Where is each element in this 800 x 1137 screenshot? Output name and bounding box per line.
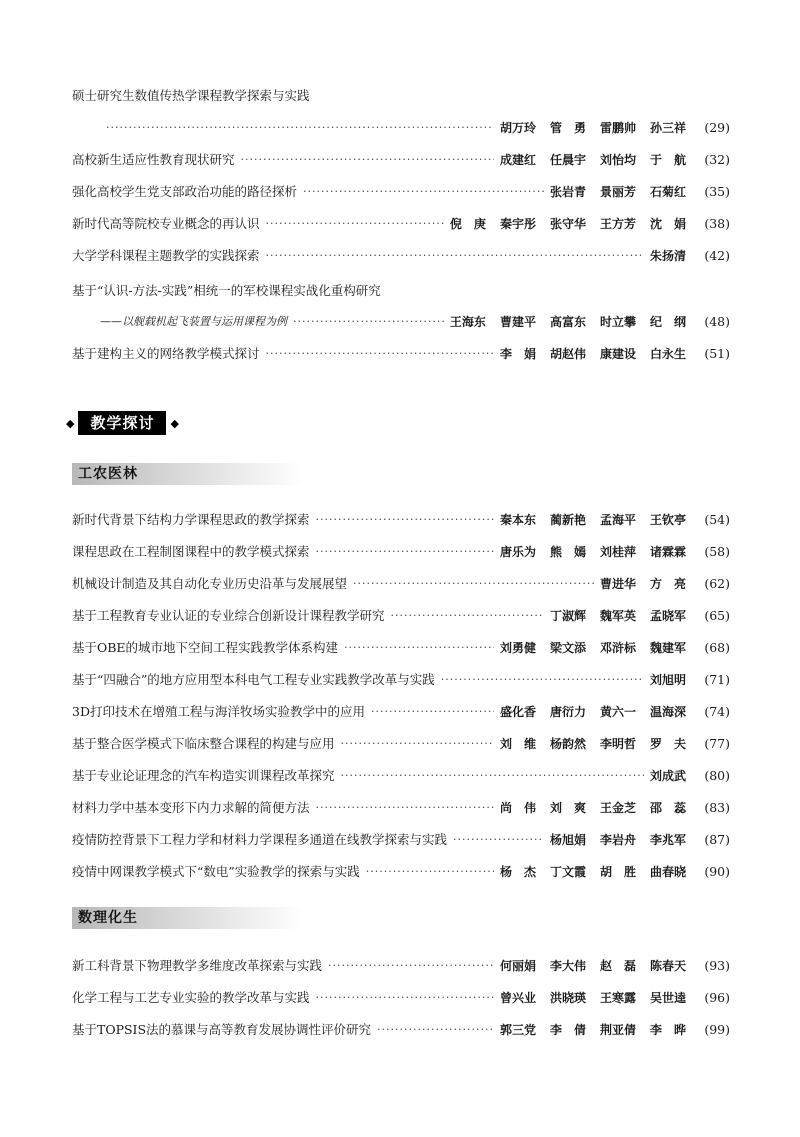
toc-title: 基于TOPSIS法的慕课与高等教育发展协调性评价研究 [72, 1022, 372, 1037]
leader-dots [391, 605, 544, 627]
author-name: 邓浒标 [599, 641, 636, 655]
author-name: 尚 伟 [499, 801, 536, 815]
toc-page-number: (65) [704, 608, 730, 623]
author-name: 吴世逵 [649, 991, 686, 1005]
toc-entry[interactable] [100, 311, 730, 333]
leader-dots [241, 149, 494, 171]
author-name: 秦宇彤 [499, 217, 536, 231]
author-name: 曹建平 [499, 315, 536, 329]
author-name: 刘 维 [499, 737, 536, 751]
author-name: 管 勇 [549, 121, 586, 135]
author-name: 王寒露 [599, 991, 636, 1005]
leader-dots [266, 343, 494, 365]
toc-page-number: (32) [704, 152, 730, 167]
toc-authors [650, 669, 686, 691]
leader-dots [266, 213, 444, 235]
leader-dots [453, 829, 544, 851]
toc-page-number: (77) [704, 736, 730, 751]
toc-title: 基于专业论证理念的汽车构造实训课程改革探究 [72, 768, 335, 783]
toc-entry[interactable] [72, 1019, 730, 1041]
toc-page-number: (99) [704, 1022, 730, 1037]
author-name: 杨 杰 [499, 865, 536, 879]
author-name: 成建红 [499, 153, 536, 167]
author-name: 陈春天 [649, 959, 686, 973]
author-name: 李明哲 [599, 737, 636, 751]
toc-page-number: (54) [704, 512, 730, 527]
author-name: 刘勇健 [499, 641, 536, 655]
leader-dots [266, 245, 644, 267]
toc-authors [500, 149, 686, 171]
leader-dots [106, 117, 494, 139]
author-name: 白永生 [649, 347, 686, 361]
toc-authors [450, 311, 686, 333]
toc-authors [550, 181, 686, 203]
author-name: 朱扬清 [649, 249, 686, 263]
toc-title: 机械设计制造及其自动化专业历史沿革与发展展望 [72, 576, 348, 591]
toc-page-number: (83) [704, 800, 730, 815]
author-name: 曾兴业 [499, 991, 536, 1005]
author-name: 罗 夫 [649, 737, 686, 751]
leader-dots [316, 541, 494, 563]
toc-title: 新时代背景下结构力学课程思政的教学探索 [72, 512, 310, 527]
category-header: 数理化生 [72, 907, 303, 929]
author-name: 任晨宇 [549, 153, 586, 167]
toc-entry[interactable] [72, 797, 730, 819]
toc-title: 高校新生适应性教育现状研究 [72, 152, 235, 167]
author-name: 魏建军 [649, 641, 686, 655]
toc-authors [650, 765, 686, 787]
author-name: 王海东 [449, 315, 486, 329]
toc-entry[interactable] [100, 117, 730, 139]
toc-page-number: (80) [704, 768, 730, 783]
leader-dots [341, 765, 644, 787]
toc-page-number: (87) [704, 832, 730, 847]
toc-entry[interactable] [72, 829, 730, 851]
toc-page-number: (74) [704, 704, 730, 719]
author-name: 王金芝 [599, 801, 636, 815]
author-name: 唐乐为 [499, 545, 536, 559]
toc-entry[interactable] [72, 733, 730, 755]
toc-authors [550, 605, 686, 627]
toc-title: 新时代高等院校专业概念的再认识 [72, 216, 260, 231]
author-name: 时立攀 [599, 315, 636, 329]
toc-entry[interactable] [72, 509, 730, 531]
toc-authors [500, 541, 686, 563]
toc-authors [500, 797, 686, 819]
author-name: 魏军英 [599, 609, 636, 623]
toc-authors [500, 1019, 686, 1041]
leader-dots [353, 573, 594, 595]
toc-entry[interactable] [72, 701, 730, 723]
toc-authors [450, 213, 686, 235]
toc-authors [500, 117, 686, 139]
author-name: 李 倩 [549, 1023, 586, 1037]
author-name: 康建设 [599, 347, 636, 361]
toc-title: 疫情中网课教学模式下“数电”实验教学的探索与实践 [72, 864, 360, 879]
leader-dots [328, 955, 494, 977]
author-name: 李大伟 [549, 959, 586, 973]
author-name: 胡万玲 [499, 121, 536, 135]
author-name: 李 娟 [499, 347, 536, 361]
toc-page-number: (96) [704, 990, 730, 1005]
author-name: 孟海平 [599, 513, 636, 527]
toc-page-number: (93) [704, 958, 730, 973]
toc-title: 新工科背景下物理教学多维度改革探索与实践 [72, 958, 323, 973]
leader-dots [371, 701, 494, 723]
toc-title: 材料力学中基本变形下内力求解的简便方法 [72, 800, 310, 815]
toc-title: 课程思政在工程制图课程中的教学模式探索 [72, 544, 310, 559]
author-name: 杨旭娟 [549, 833, 586, 847]
leader-dots [341, 733, 494, 755]
author-name: 王钦亭 [649, 513, 686, 527]
author-name: 杨韵然 [549, 737, 586, 751]
toc-authors [550, 829, 686, 851]
author-name: 诸霖霖 [649, 545, 686, 559]
author-name: 丁文霞 [549, 865, 586, 879]
toc-entry[interactable] [72, 213, 730, 235]
author-name: 蔺新艳 [549, 513, 586, 527]
author-name: 于 航 [649, 153, 686, 167]
toc-title-line: 硕士研究生数值传热学课程教学探索与实践 [72, 88, 310, 103]
author-name: 刘成武 [649, 769, 686, 783]
author-name: 何丽娟 [499, 959, 536, 973]
toc-authors [500, 955, 686, 977]
author-name: 胡赵伟 [549, 347, 586, 361]
toc-entry[interactable] [72, 955, 730, 977]
author-name: 黄六一 [599, 705, 636, 719]
author-name: 曲春晓 [649, 865, 686, 879]
toc-page-number: (48) [704, 314, 730, 329]
toc-page-number: (29) [704, 120, 730, 135]
author-name: 孙三祥 [649, 121, 686, 135]
author-name: 赵 磊 [599, 959, 636, 973]
author-name: 唐衍力 [549, 705, 586, 719]
toc-authors [650, 245, 686, 267]
author-name: 石菊红 [649, 185, 686, 199]
author-name: 雷鹏帅 [599, 121, 636, 135]
toc-page-number: (42) [704, 248, 730, 263]
author-name: 沈 娟 [649, 217, 686, 231]
toc-entry[interactable] [72, 181, 730, 203]
author-name: 张守华 [549, 217, 586, 231]
author-name: 纪 纲 [649, 315, 686, 329]
toc-title: 强化高校学生党支部政治功能的路径探析 [72, 184, 298, 199]
toc-entry[interactable] [72, 987, 730, 1009]
toc-authors [600, 573, 686, 595]
leader-dots [293, 311, 444, 333]
toc-page-number: (38) [704, 216, 730, 231]
author-name: 丁淑辉 [549, 609, 586, 623]
author-name: 景丽芳 [599, 185, 636, 199]
author-name: 李 晔 [649, 1023, 686, 1037]
author-name: 刘 爽 [549, 801, 586, 815]
author-name: 刘桂萍 [599, 545, 636, 559]
toc-page-number: (62) [704, 576, 730, 591]
author-name: 刘怡均 [599, 153, 636, 167]
diamond-icon: ◆ [66, 416, 75, 430]
author-name: 荆亚倩 [599, 1023, 636, 1037]
toc-authors [500, 637, 686, 659]
author-name: 盛化香 [499, 705, 536, 719]
leader-dots [344, 637, 494, 659]
leader-dots [366, 861, 494, 883]
author-name: 王方芳 [599, 217, 636, 231]
toc-title: 疫情防控背景下工程力学和材料力学课程多通道在线教学探索与实践 [72, 832, 448, 847]
author-name: 曹进华 [599, 577, 636, 591]
author-name: 方 亮 [649, 577, 686, 591]
author-name: 洪晓瑛 [549, 991, 586, 1005]
category-header: 工农医林 [72, 463, 303, 485]
toc-authors [500, 987, 686, 1009]
toc-entry[interactable] [72, 765, 730, 787]
leader-dots [377, 1019, 494, 1041]
toc-entry[interactable] [72, 573, 730, 595]
toc-authors [500, 733, 686, 755]
leader-dots [441, 669, 644, 691]
toc-title: 基于建构主义的网络教学模式探讨 [72, 346, 260, 361]
toc-page-number: (68) [704, 640, 730, 655]
toc-entry[interactable] [72, 861, 730, 883]
toc-page-number: (51) [704, 346, 730, 361]
leader-dots [316, 509, 494, 531]
toc-page-number: (71) [704, 672, 730, 687]
toc-title: 基于工程教育专业认证的专业综合创新设计课程教学研究 [72, 608, 385, 623]
author-name: 郭三党 [499, 1023, 536, 1037]
toc-page-number: (35) [704, 184, 730, 199]
toc-title: 基于OBE的城市地下空间工程实践教学体系构建 [72, 640, 339, 655]
author-name: 熊 嫣 [549, 545, 586, 559]
toc-title: 3D打印技术在增殖工程与海洋牧场实验教学中的应用 [72, 704, 365, 719]
toc-entry[interactable] [72, 637, 730, 659]
author-name: 孟晓军 [649, 609, 686, 623]
author-name: 李岩舟 [599, 833, 636, 847]
leader-dots [303, 181, 544, 203]
author-name: 胡 胜 [599, 865, 636, 879]
toc-entry[interactable] [72, 669, 730, 691]
author-name: 李兆军 [649, 833, 686, 847]
toc-page-number: (58) [704, 544, 730, 559]
author-name: 张岩青 [549, 185, 586, 199]
toc-entry[interactable] [72, 149, 730, 171]
author-name: 高富东 [549, 315, 586, 329]
section-label: 教学探讨 [78, 411, 166, 435]
toc-entry[interactable] [72, 343, 730, 365]
toc-authors [500, 861, 686, 883]
section-header [62, 410, 183, 436]
toc-title: 大学学科课程主题教学的实践探索 [72, 248, 260, 263]
author-name: 倪 庚 [449, 217, 486, 231]
toc-subtitle: ——以舰载机起飞装置与运用课程为例 [100, 315, 287, 328]
author-name: 邵 蕊 [649, 801, 686, 815]
toc-title: 基于“四融合”的地方应用型本科电气工程专业实践教学改革与实践 [72, 672, 435, 687]
toc-authors [500, 509, 686, 531]
toc-title: 基于整合医学模式下临床整合课程的构建与应用 [72, 736, 335, 751]
toc-authors [500, 343, 686, 365]
diamond-icon: ◆ [170, 416, 179, 430]
author-name: 温海深 [649, 705, 686, 719]
leader-dots [316, 797, 494, 819]
author-name: 刘旭明 [649, 673, 686, 687]
toc-authors [500, 701, 686, 723]
toc-entry[interactable] [72, 541, 730, 563]
toc-entry[interactable] [72, 605, 730, 627]
author-name: 梁文添 [549, 641, 586, 655]
toc-title: 化学工程与工艺专业实验的教学改革与实践 [72, 990, 310, 1005]
toc-entry[interactable] [72, 245, 730, 267]
author-name: 秦本东 [499, 513, 536, 527]
toc-page-number: (90) [704, 864, 730, 879]
leader-dots [316, 987, 494, 1009]
toc-title-line: 基于“认识-方法-实践”相统一的军校课程实战化重构研究 [72, 283, 381, 298]
